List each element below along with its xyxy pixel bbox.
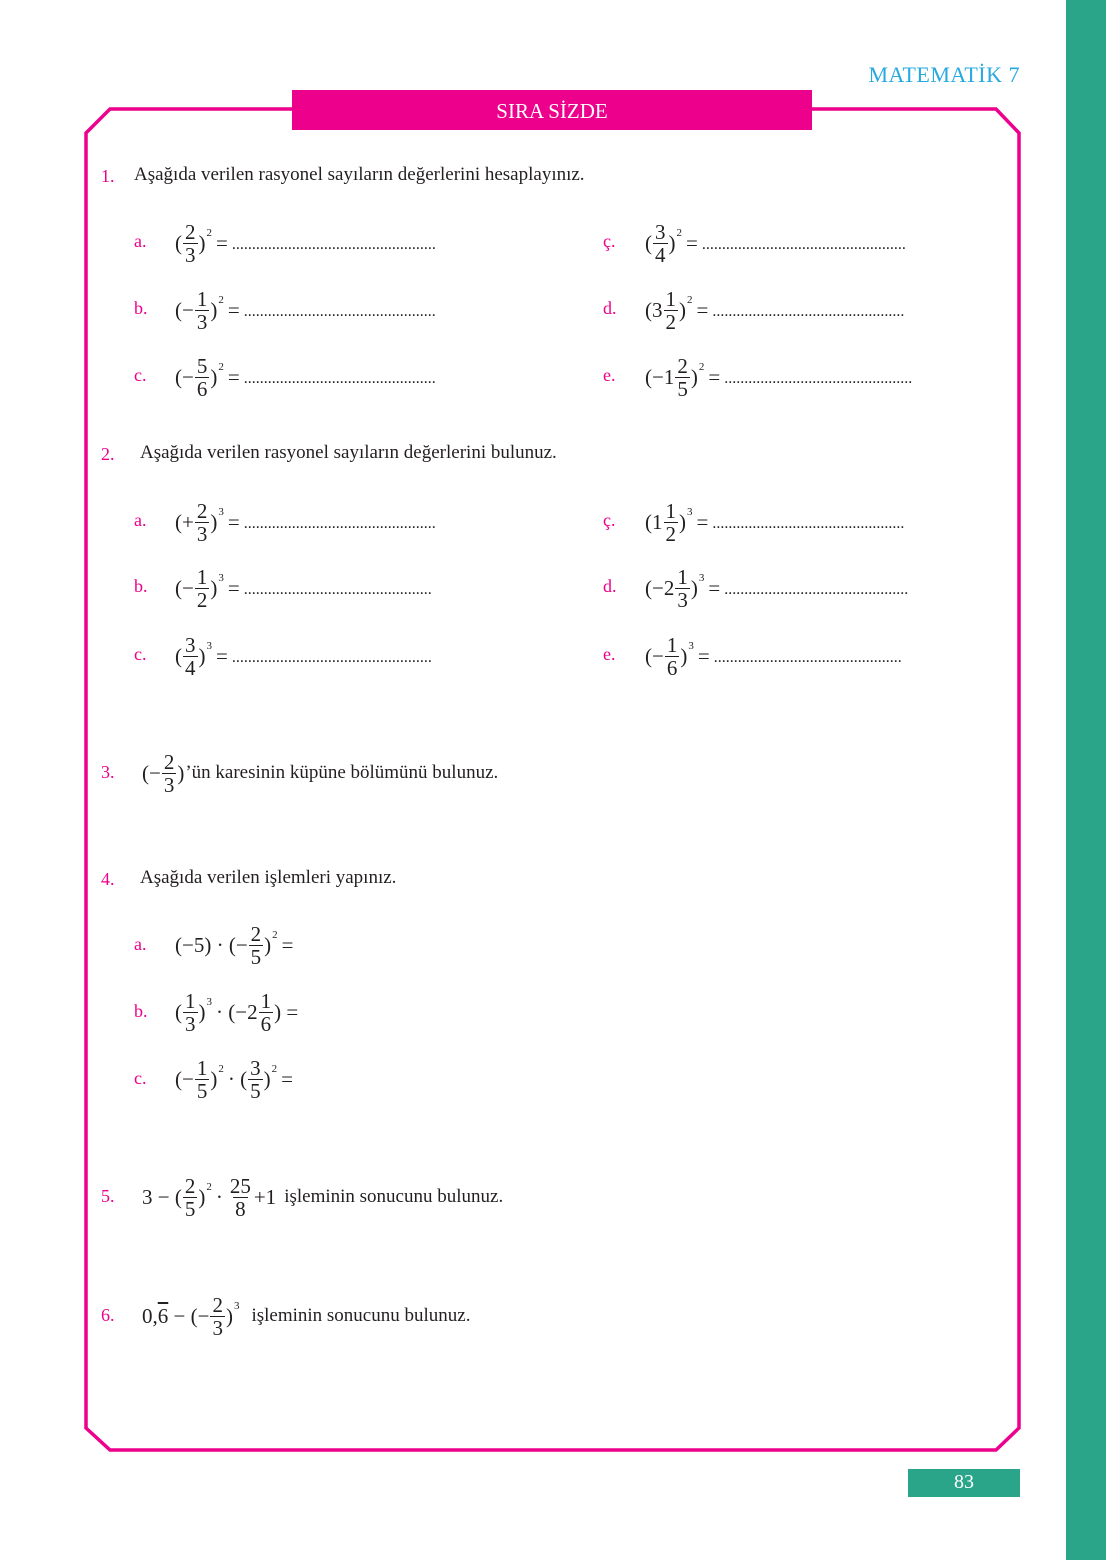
q4c-expression: (− $\frac{1}{5}$ ) 2 · ( $\frac{3}{5}$ ) 2 =	[175, 1055, 293, 1103]
q2c-label: c.	[134, 644, 147, 664]
q1e-label: e.	[603, 365, 616, 385]
q2-text: Aşağıda verilen rasyonel sayıların değerlerini bulunuz.	[140, 442, 557, 463]
q4c-label: c.	[134, 1068, 147, 1088]
answer-blank: ................................................	[243, 370, 436, 387]
q1-number: 1.	[101, 166, 115, 186]
answer-blank: ...................................................	[701, 236, 906, 253]
q1b-label: b.	[134, 298, 148, 318]
q6-expression: 0, 6 − (− $\frac{2}{3}$ ) 3 işleminin sonucunu bulunuz.	[142, 1292, 471, 1340]
q2c-cedilla-expression: (1 $\frac{1}{2}$ ) 3 = ................................................	[645, 498, 905, 546]
q2b-label: b.	[134, 576, 148, 596]
q1d-label: d.	[603, 298, 617, 318]
q6-number: 6.	[101, 1305, 115, 1325]
q1a-expression: ( $\frac{2}{3}$ ) 2 = ...................................................	[175, 219, 436, 267]
q2c-expression: ( $\frac{3}{4}$ ) 3 = ..................................................	[175, 632, 432, 680]
header-title: MATEMATİK 7	[868, 62, 1020, 87]
answer-blank: ..............................................	[724, 581, 909, 598]
q3-text: ’ün karesinin küpüne bölümünü bulunuz.	[185, 762, 499, 783]
q4b-label: b.	[134, 1001, 148, 1021]
q2-number: 2.	[101, 444, 115, 464]
q5-expression: 3 − ( $\frac{2}{5}$ ) 2 · $\frac{25}{8}$ +1 işleminin sonucunu bulunuz.	[142, 1173, 504, 1221]
q2e-expression: (− $\frac{1}{6}$ ) 3 = ...............................................	[645, 632, 902, 680]
answer-blank: ................................................	[712, 303, 905, 320]
answer-blank: ................................................	[243, 303, 436, 320]
page-number: 83	[908, 1469, 1020, 1497]
q4b-expression: ( $\frac{1}{3}$ ) 3 · (−2 $\frac{1}{6}$ ) =	[175, 988, 299, 1036]
q4-text: Aşağıda verilen işlemleri yapınız.	[140, 867, 397, 888]
q6-text: işleminin sonucunu bulunuz.	[251, 1305, 471, 1326]
answer-blank: ................................................	[243, 515, 436, 532]
q1d-expression: (3 $\frac{1}{2}$ ) 2 = ................................................	[645, 286, 905, 334]
q5-number: 5.	[101, 1186, 115, 1206]
q2d-expression: (−2 $\frac{1}{3}$ ) 3 = ..............................................	[645, 564, 909, 612]
q1c-cedilla-label: ç.	[603, 231, 616, 251]
answer-blank: ...............................................	[243, 581, 432, 598]
q2b-expression: (− $\frac{1}{2}$ ) 3 = ...............................................	[175, 564, 432, 612]
q3-number: 3.	[101, 762, 115, 782]
q2d-label: d.	[603, 576, 617, 596]
q2a-label: a.	[134, 510, 147, 530]
banner-title: SIRA SİZDE	[292, 90, 812, 130]
q1c-expression: (− $\frac{5}{6}$ ) 2 = ................................................	[175, 353, 436, 401]
q1c-cedilla-expression: ( $\frac{3}{4}$ ) 2 = ...................................................	[645, 219, 906, 267]
answer-blank: ...................................................	[231, 236, 436, 253]
q1e-expression: (−1 $\frac{2}{5}$ ) 2 = ...............................................	[645, 353, 913, 401]
answer-blank: ..................................................	[231, 649, 432, 666]
repeating-decimal: 6	[157, 1303, 169, 1328]
q5-text: işleminin sonucunu bulunuz.	[284, 1186, 504, 1207]
q2e-label: e.	[603, 644, 616, 664]
q3-expression: (− $\frac{2}{3}$ ) ’ün karesinin küpüne bölümünü bulunuz.	[142, 749, 499, 797]
q4-number: 4.	[101, 869, 115, 889]
q1-text: Aşağıda verilen rasyonel sayıların değerlerini hesaplayınız.	[134, 164, 585, 185]
q1a-label: a.	[134, 231, 147, 251]
q1c-label: c.	[134, 365, 147, 385]
answer-blank: ...............................................	[724, 370, 913, 387]
q1b-expression: (− $\frac{1}{3}$ ) 2 = ................................................	[175, 286, 436, 334]
q4a-expression: (−5) · (− $\frac{2}{5}$ ) 2 =	[175, 921, 294, 969]
q2a-expression: (+ $\frac{2}{3}$ ) 3 = ................................................	[175, 498, 436, 546]
answer-blank: ................................................	[712, 515, 905, 532]
q2c-cedilla-label: ç.	[603, 510, 616, 530]
answer-blank: ...............................................	[713, 649, 902, 666]
q4a-label: a.	[134, 934, 147, 954]
